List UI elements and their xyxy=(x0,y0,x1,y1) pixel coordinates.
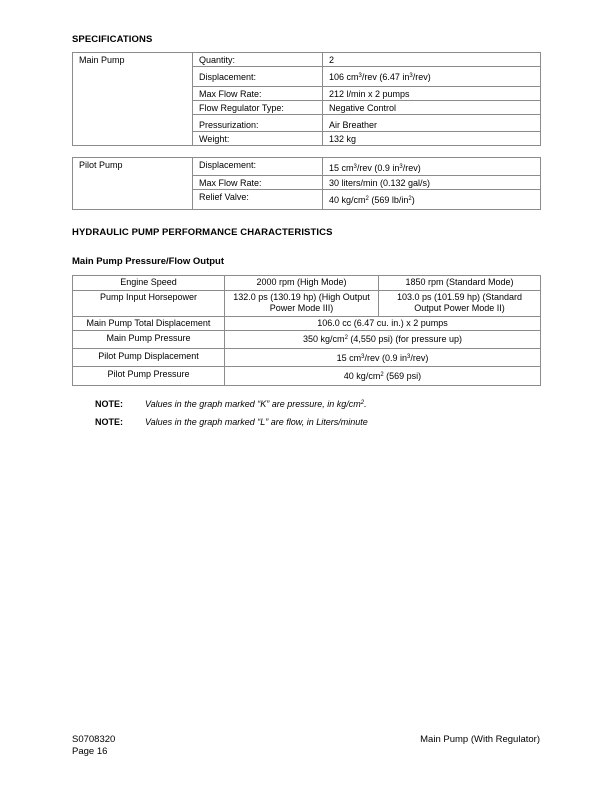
note-pressure xyxy=(95,399,367,410)
performance-table xyxy=(72,275,541,386)
spec-name: Flow Regulator Type: xyxy=(193,101,323,115)
pilot-displacement-value: 15 $cm^3$/rev (0.9 $in^3/rev$) xyxy=(225,348,541,367)
spec-name: Max Flow Rate: xyxy=(193,176,323,190)
spec-value: Air Breather xyxy=(323,115,541,132)
main-pressure-value: 350 $kg/cm^2$ (4,550 psi) (for pressure up) xyxy=(225,331,541,349)
spec-name: Max Flow Rate: xyxy=(193,87,323,101)
spec-name: Quantity: xyxy=(193,53,323,67)
pilot-displacement-label: Pilot Pump Displacement xyxy=(73,348,225,367)
note-flow xyxy=(95,417,368,428)
page-number: Page 16 xyxy=(72,746,108,757)
spec-name: Displacement: xyxy=(193,67,323,87)
note-key: NOTE: xyxy=(95,417,123,427)
main-pump-spec-table xyxy=(72,52,541,146)
specifications-heading: SPECIFICATIONS xyxy=(72,34,153,45)
spec-name: Relief Valve: xyxy=(193,190,323,210)
table-row xyxy=(73,290,541,316)
footer-title: Main Pump (With Regulator) xyxy=(420,734,540,745)
pilot-pressure-label: Pilot Pump Pressure xyxy=(73,367,225,386)
engine-speed-label: Engine Speed xyxy=(73,276,225,291)
pilot-pump-label: Pilot Pump xyxy=(73,158,193,210)
total-displacement-value: 106.0 cc (6.47 cu. in.) x 2 pumps xyxy=(225,316,541,331)
horsepower-high: 132.0 ps (130.19 hp) (High Output Power Mode III) xyxy=(225,290,379,316)
table-row xyxy=(73,316,541,331)
horsepower-standard: 103.0 ps (101.59 hp) (Standard Output Power Mode II) xyxy=(379,290,541,316)
spec-name: Weight: xyxy=(193,132,323,146)
spec-value: 15 $cm^3$/rev (0.9 $in^3/rev$) xyxy=(323,158,541,176)
main-pressure-label: Main Pump Pressure xyxy=(73,331,225,349)
spec-value: 30 liters/min (0.132 gal/s) xyxy=(323,176,541,190)
footer-left xyxy=(72,734,115,758)
spec-value: 40 $kg/cm^2$ (569 $lb/in^2$) xyxy=(323,190,541,210)
spec-value: 132 kg xyxy=(323,132,541,146)
spec-value: 2 xyxy=(323,53,541,67)
note-key: NOTE: xyxy=(95,399,123,409)
spec-name: Pressurization: xyxy=(193,115,323,132)
standard-mode-header: 1850 rpm (Standard Mode) xyxy=(379,276,541,291)
performance-heading: HYDRAULIC PUMP PERFORMANCE CHARACTERISTICS xyxy=(72,227,333,238)
spec-name: Displacement: xyxy=(193,158,323,176)
table-row xyxy=(73,348,541,367)
spec-value: 106 $cm^3$/rev (6.47 $in^3/rev$) xyxy=(323,67,541,87)
pilot-pump-spec-table xyxy=(72,157,541,210)
spec-value: Negative Control xyxy=(323,101,541,115)
total-displacement-label: Main Pump Total Displacement xyxy=(73,316,225,331)
table-row xyxy=(73,331,541,349)
horsepower-label: Pump Input Horsepower xyxy=(73,290,225,316)
note-text: Values in the graph marked “L” are flow, in Liters/minute xyxy=(145,417,368,427)
note-text: Values in the graph marked “K” are pressure, in $kg/cm^2$. xyxy=(145,399,367,409)
high-mode-header: 2000 rpm (High Mode) xyxy=(225,276,379,291)
table-row xyxy=(73,367,541,386)
pilot-pressure-value: 40 $kg/cm^2$ (569 psi) xyxy=(225,367,541,386)
doc-number: S0708320 xyxy=(72,734,116,745)
table-row xyxy=(73,158,541,176)
spec-value: 212 l/min x 2 pumps xyxy=(323,87,541,101)
table-row xyxy=(73,53,541,67)
main-pump-label: Main Pump xyxy=(73,53,193,146)
table-row xyxy=(73,276,541,291)
performance-subheading: Main Pump Pressure/Flow Output xyxy=(72,256,225,267)
